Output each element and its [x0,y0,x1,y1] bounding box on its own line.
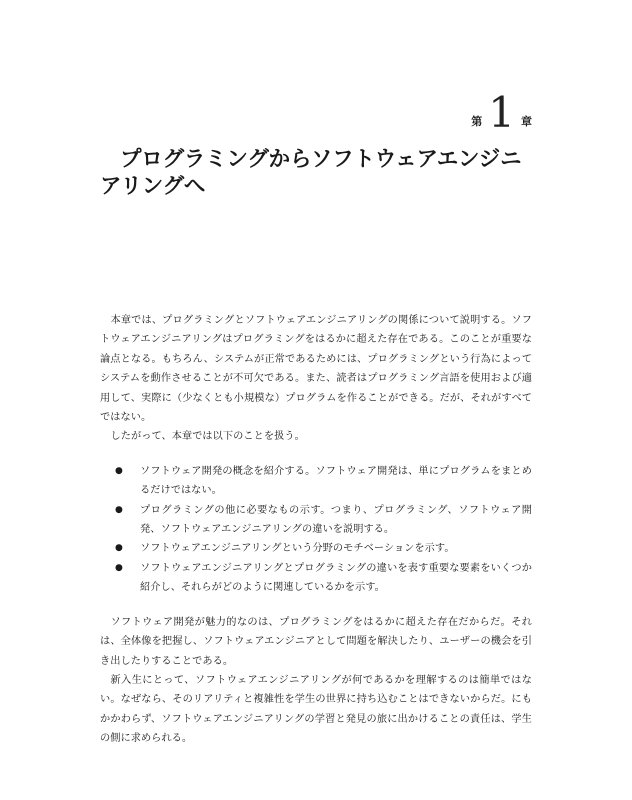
chapter-body [100,311,532,749]
chapter-prefix: 第 [471,114,483,128]
list-item-text: ソフトウェアエンジニアリングとプログラミングの違いを表す重要な要素をいくつか紹介し、それらがどのように関連しているかを示す。 [140,562,532,594]
list-item [100,539,532,558]
bullet-icon: ● [115,562,123,573]
bullet-icon: ● [115,465,123,476]
topic-list [100,462,532,598]
closing-paragraph-1: ソフトウェア開発が魅力的なのは、プログラミングをはるかに超えた存在だからだ。それは、全体像を把握し、ソフトウェアエンジニアとして問題を解決したり、ユーザーの機会を引き出したりすることである。 [100,616,532,667]
list-item [100,501,532,540]
list-item [100,559,532,598]
chapter-label [471,88,532,137]
list-item [100,462,532,501]
closing-paragraph-2: 新入生にとって、ソフトウェアエンジニアリングが何であるかを理解するのは簡単ではない。なぜなら、そのリアリティと複雑性を学生の世界に持ち込むことはできないからだ。にもかかわらず、ソフトウェアエンジニアリングの学習と発見の旅に出かけることの責任は、学生の側に求められる。 [100,674,532,745]
intro-paragraph-1: 本章では、プログラミングとソフトウェアエンジニアリングの関係について説明する。ソフトウェアエンジニアリングはプログラミングをはるかに超えた存在である。このことが重要な論点となる。もちろん、システムが正常であるためには、プログラミングという行為によってシステムを動作させることが不可欠である。また、読者はプログラミング言語を使用および適用して、実際に（少なくとも小規模な）プログラムを作ることができる。だが、それがすべてではない。 [100,315,532,424]
chapter-suffix: 章 [521,114,532,128]
intro-paragraph-2: したがって、本章では以下のことを扱う。 [110,431,305,443]
bullet-icon: ● [115,543,123,554]
list-item-text: プログラミングの他に必要なもの示す。つまり、プログラミング、ソフトウェア開発、ソフトウェアエンジニアリングの違いを説明する。 [140,504,532,536]
list-item-text: ソフトウェア開発の概念を紹介する。ソフトウェア開発は、単にプログラムをまとめるだけではない。 [140,465,532,497]
chapter-title: プログラミングからソフトウェアエンジニアリングへ [100,147,522,199]
list-item-text: ソフトウェアエンジニアリングという分野のモチベーションを示す。 [140,543,455,555]
chapter-number: 1 [488,88,515,137]
bullet-icon: ● [115,504,123,515]
